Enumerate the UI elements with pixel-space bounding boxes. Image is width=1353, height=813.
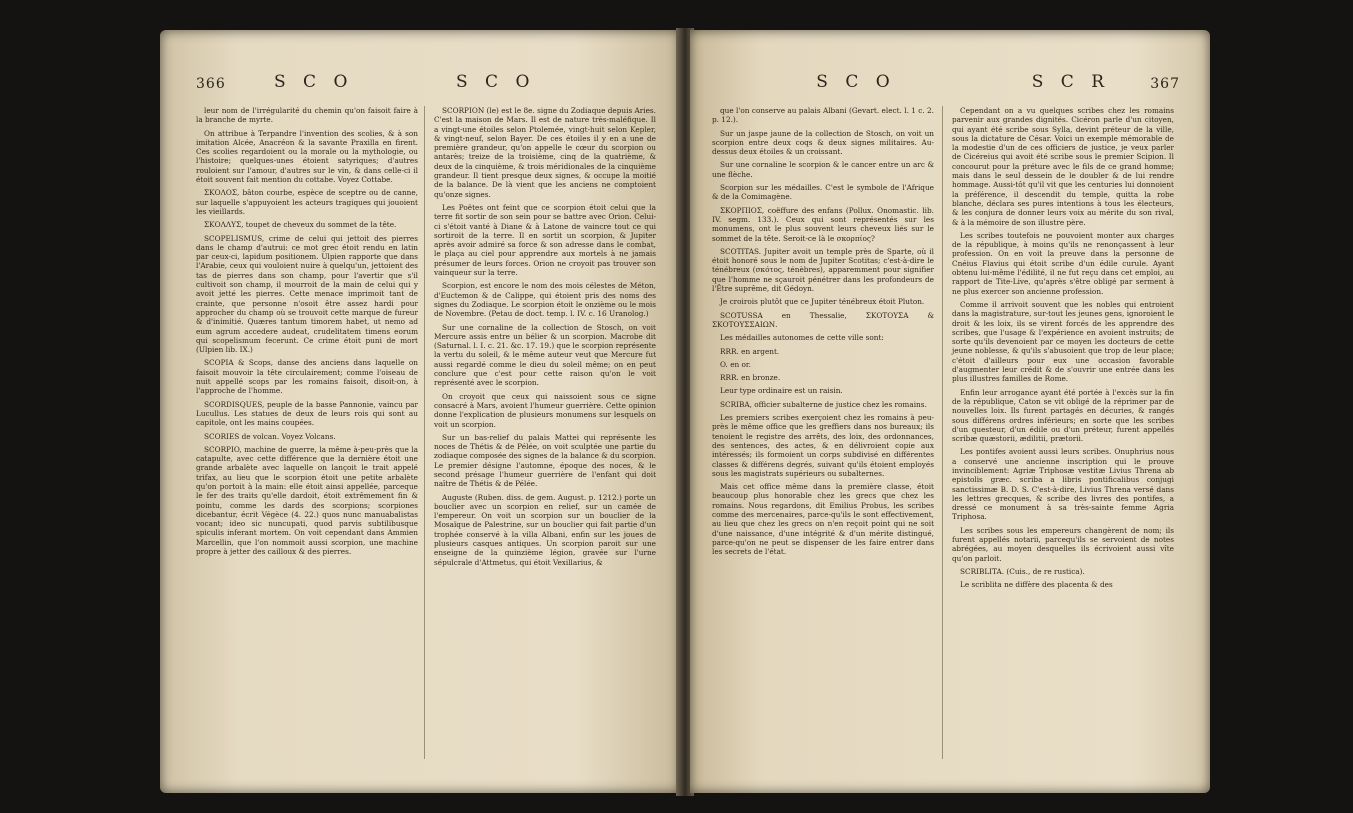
running-head: S C O [274,72,354,92]
paragraph: Je croirois plutôt que ce Jupiter ténébreux étoit Pluton. [720,297,925,307]
paragraph: Sur une cornaline le scorpion & le cancer entre un arc & une flèche. [712,160,934,179]
running-head-right: S C R [1031,72,1110,92]
paragraph: Comme il arrivoit souvent que les nobles qui entroient dans la magistrature, sur-tout les jeunes gens, ignoroient le droit & les loix, ils se virent forcés de les apprendre des scribes, que l'usage & l'expérience en avoient instruits; de sorte qu'ils devenoient par ce moyen les docteurs de cette jeune noblesse, & qu'ils s'abusoient que trop de leur place; c'étoit d'ailleurs pour eux une occasion favorable d'augmenter leur crédit & de s'ouvrir une entrée dans les plus illustres familles de Rome. [952,299,1174,384]
paragraph: Sur une cornaline de la collection de Stosch, on voit Mercure assis entre un bélier & un scorpion. Macrobe dit (Saturnal. l. I. c. 21. &c. 17. 19.) que le scorpion représente la vertu du soleil, & le même auteur veut que Mercure fut aussi regardé comme le dieu du soleil même; on en peut conclure que c'est pour cette raison qu'on le voit représenté avec le scorpion. [434,322,656,388]
paragraph: RRR. en argent. [720,346,780,356]
left-page [160,30,680,793]
paragraph: Les pontifes avoient aussi leurs scribes. Onuphrius nous a conservé une ancienne inscription qui le prouve invinciblement: Agriæ Triphosæ vestitæ Livius Threna ab epistolis græc. scriba a libris pontificalibus conjugi sanctissimæ B. D. S. C'est-à-dire, Livius Threna versé dans les lettres grecques, & scribe des livres des pontifes, a dressé ce monument à sa très-sainte femme Agria Triphosa. [952,447,1174,522]
paragraph: On croyoit que ceux qui naissoient sous ce signe consacré à Mars, avoient l'humeur guerrière. Cette opinion donne l'explication de plusieurs monumens sur lesquels on voit un scorpion. [434,391,656,429]
paragraph: SCRIBA, officier subalterne de justice chez les romains. [720,399,927,409]
page-number: 366 [196,76,226,92]
paragraph: SCOPIA & Scops, danse des anciens dans laquelle on faisoit mouvoir la tête circulairement; comme l'oiseau de nuit appellé scops par les romains faisoit, disoit-on, à l'approche de l'homme. [196,358,418,396]
left-column-2 [434,106,656,571]
paragraph: que l'on conserve au palais Albani (Gevart. elect. l. 1 c. 2. p. 12.). [712,106,934,125]
paragraph: On attribue à Terpandre l'invention des scolies, & à son imitation Alcée, Anacréon & la savante Praxilla en firent. Ces scolies regardoient ou la morale ou la mythologie, ou l'histoire; quelques-unes étoient satyriques; d'autres rouloient sur l'amour, d'autres sur le vin, & dans celle-ci il étoit souvent fait mention du cottabe. Voyez Cottabe. [196,128,418,185]
paragraph: SCOTITAS. Jupiter avoit un temple près de Sparte, où il étoit honoré sous le nom de Jupiter Scotitas; c'est-à-dire le ténébreux (σκότος, ténèbres), apparemment pour signifier que l'homme ne sçauroit pénétrer dans les profondeurs de l'Être suprême, dit Gédoyn. [712,246,934,294]
column-rule [942,106,943,759]
running-head: S C O [816,72,896,92]
paragraph: Sur un jaspe jaune de la collection de Stosch, on voit un scorpion entre deux coqs & deux signes militaires. Au-dessus deux étoiles & un croissant. [712,128,934,157]
paragraph: Sur un bas-relief du palais Mattei qui représente les noces de Thétis & de Pélée, on voit sculptée une partie du zodiaque composée des signes de la balance & du scorpion. Le premier désigne l'automne, époque des noces, & le second présage l'humeur guerrière de l'enfant qui doit naître de Thétis & de Pélée. [434,432,656,489]
paragraph: Scorpion, est encore le nom des mois célestes de Méton, d'Euctemon & de Calippe, qui étoient pris des noms des signes du Zodiaque. Le scorpion étoit le onzième ou le mois de Novembre. (Petau de doct. temp. l. IV. c. 16 Uranolog.) [434,281,656,319]
paragraph: RRR. en bronze. [720,373,781,383]
paragraph: Les scribes toutefois ne pouvoient monter aux charges de la république, à moins qu'ils ne renonçassent à leur profession. On en voit la preuve dans la personne de Cnéius Flavius qui étoit scribe d'un édile curule. Ayant obtenu lui-même l'édilité, il ne fut reçu dans cet emploi, au rapport de Tite-Live, qu'après s'être obligé par serment à ne plus exercer son ancienne profession. [952,230,1174,296]
paragraph: SCRIBLITA. (Cuis., de re rustica). [960,566,1085,576]
paragraph: Auguste (Ruben. diss. de gem. August. p. 1212.) porte un bouclier avec un scorpion en relief, sur un camée de l'empereur. On voit un scorpion sur un bouclier de la Mosaïque de Palestrine, sur un bouclier qui fait partie d'un trophée conservé à la villa Albani, enfin sur les joues de plusieurs casques antiques. Un scorpion paroit sur une enseigne de la quinzième légion, gravée sur l'urne sépulcrale d'Attmetus, qui étoit Vexillarius, & [434,492,656,567]
paragraph: ΣΚΟΛΟΣ, bâton courbe, espèce de sceptre ou de canne, sur laquelle s'appuyoient les acteurs tragiques qui jouoient les vieillards. [196,188,418,216]
paragraph: SCORPIO, machine de guerre, la même à-peu-près que la catapulte, avec cette différence que la dernière étoit une grande arbalète avec laquelle on lançoit le trait appelé trifax, au lieu que le scorpion étoit une petite arbalète qu'on portoit à la main: elle étoit ainsi appellée, parceque le fer des traits qu'elle dardoit, étoit extrêmement fin & pointu, comme les dards des scorpions; scorpiones dicebantur, écrit Végèce (4. 22.) quos nunc manuabalistas vocant; ideo sic nuncupati, quod parvis subtilibusque spiculis inferant mortem. On voit cependant dans Ammien Marcellin, que l'on nommoit aussi scorpion, une machine propre à jetter des cailloux & des pierres. [196,444,418,557]
paragraph: SCOPELISMUS, crime de celui qui jettoit des pierres dans le champ d'autrui: ce mot grec étoit rendu en latin par ceux-ci, lapidum positionem. Ulpien rapporte que dans l'Arabie, ceux qui vouloient nuire à quelqu'un, jettoient des tas de pierres dans son champ, pour l'avertir que s'il cultivoit son champ, il mourroit de la main de celui qui y avoit jetté les pierres. Cette menace imprimoit tant de crainte, que personne n'osoit être assez hardi pour approcher du champ où se trouvoit cette marque de fureur & d'inimitié. Quæres tantum timorem habet, ut nemo ad eum agrum accedere audeat, crudelitatem timens eorum qui scopelismum fecerunt. Ce crime étoit puni de mort (Ulpien lib. IX.) [196,233,418,355]
right-column-2 [952,106,1174,594]
column-rule [424,106,425,759]
page-number: 367 [1150,76,1180,92]
paragraph: Les médailles autonomes de cette ville sont: [720,333,884,343]
paragraph: ΣΚΟΡΠΙΟΣ, coëffure des enfans (Pollux. Onomastic. lib. IV. segm. 133.). Ceux qui sont représentés sur les monumens, ont le plus souvent leurs cheveux liés sur le sommet de la tête. Seroit-ce là le σκορπίος? [712,205,934,243]
running-head-center: S C O [456,72,536,92]
paragraph: Scorpion sur les médailles. C'est le symbole de l'Afrique & de la Comimagène. [712,183,934,202]
right-column-1 [712,106,934,560]
paragraph: O. en or. [720,359,751,369]
paragraph: Mais cet office même dans la première classe, étoit beaucoup plus honorable chez les grecs que chez les romains. Nous regardons, dit Emilius Probus, les scribes comme des mercenaires, parce-qu'ils le sont effectivement, au lieu que chez les grecs on n'en reçoit point qui ne soit d'une naissance, d'une intégrité & d'un mérite distingué, parce-qu'on ne peut se dispenser de les faire entrer dans les secrets de l'état. [712,482,934,557]
paragraph: Enfin leur arrogance ayant été portée à l'excès sur la fin de la république, Caton se vit obligé de la réprimer par de nouvelles loix. Ils furent partagés en décuries, & rangés sous différens ordres inférieurs; en sorte que les scribes d'un questeur, d'un édile ou d'un préteur, furent appellés scribæ quæstorii, ædilitii, prætorii. [952,387,1174,444]
left-page-header [196,72,650,98]
paragraph: SCORDISQUES, peuple de la basse Pannonie, vaincu par Lucullus. Les statues de deux de leurs rois qui sont au capitole, ont les mains coupées. [196,399,418,428]
right-page-header [726,72,1180,98]
paragraph: Le scriblita ne diffère des placenta & des [960,580,1113,590]
paragraph: leur nom de l'irrégularité du chemin qu'on faisoit faire à la branche de myrte. [196,106,418,125]
right-page [690,30,1210,793]
paragraph: Leur type ordinaire est un raisin. [720,386,843,396]
paragraph: Les premiers scribes exerçoient chez les romains à peu-près le même office que les greffiers dans nos bureaux; ils tenoient le registre des arrêts, des loix, des ordonnances, des sentences, des actes, & en délivroient copie aux intéressés; ils formoient un corps subdivisé en différentes classes & différens degrés, suivant qu'ils étoient employés sous les magistrats supérieurs ou subalternes. [712,413,934,478]
left-column-1 [196,106,418,560]
paragraph: SCOTUSSA en Thessalie, ΣΚΟΤΟΥΣΑ & ΣΚΟΤΟΥΣΣΑΙΩΝ. [712,310,934,329]
paragraph: Cependant on a vu quelques scribes chez les romains parvenir aux grandes dignités. Cicéron parle d'un citoyen, qui ayant été scribe sous Sylla, devint préteur de la ville, sous la dictature de César. Voici un exemple mémorable de la modestie d'un de ces officiers de justice, je veux parler de Cicéreius qui avoit été scribe sous le premier Scipion. Il concourut pour la préture avec le fils de ce grand homme; mais dans le seul dessein de le doubler & de lui rendre hommage. Aussi-tôt qu'il vit que les centuries lui donnoient la préférence, il descendit du temple, quitta la robe blanche, déclara ses pures intentions à tous les électeurs, & les conjura de donner leurs voix au mérite du son rival, & à la mémoire de son illustre père. [952,106,1174,227]
paragraph: Les scribes sous les empereurs changèrent de nom; ils furent appellés notarii, parcequ'ils se servoient de notes abrégées, au moyen desquelles ils écrivoient aussi vîte qu'on parloit. [952,525,1174,563]
paragraph: SCORPION (le) est le 8e. signe du Zodiaque depuis Aries. C'est la maison de Mars. Il est de nature très-maléfique. Il a vingt-une étoiles selon Ptolemée, vingt-huit selon Kepler, & vingt-neuf, selon Bayer. De ces étoiles il y en a une de première grandeur, qu'on appelle le cœur du scorpion ou antarès; treize de la troisième, cinq de la quatrième, & deux de la cinquième, & trois méridionales de la cinquième grandeur. Il tient presque deux signes, & occupe la moitié de la balance. De là vient que les anciens ne comptoient qu'onze signes. [434,106,656,199]
paragraph: Les Poëtes ont feint que ce scorpion étoit celui que la terre fit sortir de son sein pour se battre avec Orion. Celui-ci s'étoit vanté à Diane & à Latone de vaincre tout ce qui sortiroit de la terre. Il en sortit un scorpion, & Jupiter après avoir admiré sa force & son adresse dans le combat, le plaça au ciel pour apprendre aux mortels à ne jamais présumer de leurs forces. Orion ne croyoit pas trouver son vainqueur sur la terre. [434,202,656,278]
paragraph: SCORIES de volcan. Voyez Volcans. [204,431,336,441]
paragraph: ΣΚΟΛΛΥΣ, toupet de cheveux du sommet de la tête. [204,220,397,230]
